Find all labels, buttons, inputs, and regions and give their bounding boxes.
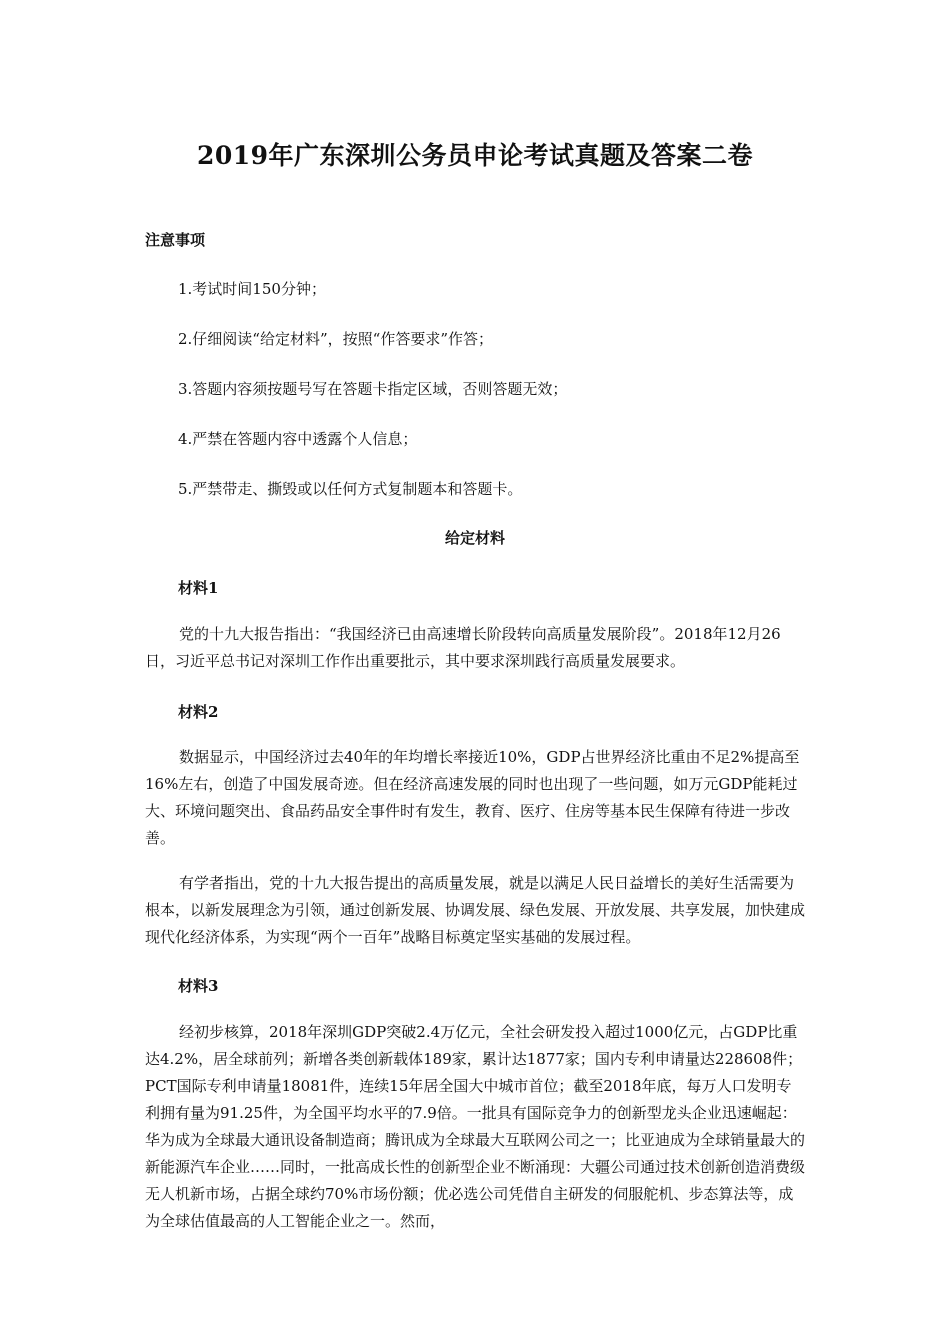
paragraph-text: 数据显示，中国经济过去40年的年均增长率接近10%，GDP占世界经济比重由不足2%提高至16%左右，创造了中国发展奇迹。但在经济高速发展的同时也出现了一些问题，如万元GDP能耗过大、环境问题突出、食品药品安全事件时有发生，教育、医疗、住房等基本民生保障有待进一步改善。 <box>145 748 800 847</box>
notice-item: 1.考试时间150分钟； <box>178 280 326 298</box>
material-label: 材料1 <box>178 579 219 597</box>
material-paragraph <box>145 744 805 852</box>
document-title: 2019年广东深圳公务员申论考试真题及答案二卷 <box>196 141 754 170</box>
material-paragraph <box>145 621 805 675</box>
paragraph-text: 经初步核算，2018年深圳GDP突破2.4万亿元，全社会研发投入超过1000亿元，占GDP比重达4.2%，居全球前列；新增各类创新载体189家，累计达1877家；国内专利申请量达228608件；PCT国际专利申请量18081件，连续15年居全国大中城市首位；截至2018年底，每万人口发明专利拥有量为91.25件，为全国平均水平的7.9倍。一批具有国际竞争力的创新型龙头企业迅速崛起：华为成为全球最大通讯设备制造商；腾讯成为全球最大互联网公司之一；比亚迪成为全球销量最大的新能源汽车企业……同时，一批高成长性的创新型企业不断涌现：大疆公司通过技术创新创造消费级无人机新市场，占据全球约70%市场份额；优必选公司凭借自主研发的伺服舵机、步态算法等，成为全球估值最高的人工智能企业之一。然而， <box>145 1023 806 1230</box>
material-label: 材料2 <box>178 703 219 721</box>
material-label: 材料3 <box>178 977 219 995</box>
notice-item: 2.仔细阅读“给定材料”，按照“作答要求”作答； <box>178 330 493 348</box>
notice-item: 5.严禁带走、撕毁或以任何方式复制题本和答题卡。 <box>178 480 523 498</box>
notice-item: 4.严禁在答题内容中透露个人信息； <box>178 430 418 448</box>
material-paragraph <box>145 870 805 951</box>
paragraph-text: 有学者指出，党的十九大报告提出的高质量发展，就是以满足人民日益增长的美好生活需要为根本，以新发展理念为引领，通过创新发展、协调发展、绿色发展、开放发展、共享发展，加快建成现代化经济体系，为实现“两个一百年”战略目标奠定坚实基础的发展过程。 <box>145 874 806 946</box>
materials-heading: 给定材料 <box>444 529 505 547</box>
paragraph-text: 党的十九大报告指出：“我国经济已由高速增长阶段转向高质量发展阶段”。2018年12月26日，习近平总书记对深圳工作作出重要批示，其中要求深圳践行高质量发展要求。 <box>145 625 781 670</box>
notice-item: 3.答题内容须按题号写在答题卡指定区域，否则答题无效； <box>178 380 568 398</box>
material-paragraph <box>145 1019 805 1235</box>
notice-heading: 注意事项 <box>145 231 206 249</box>
